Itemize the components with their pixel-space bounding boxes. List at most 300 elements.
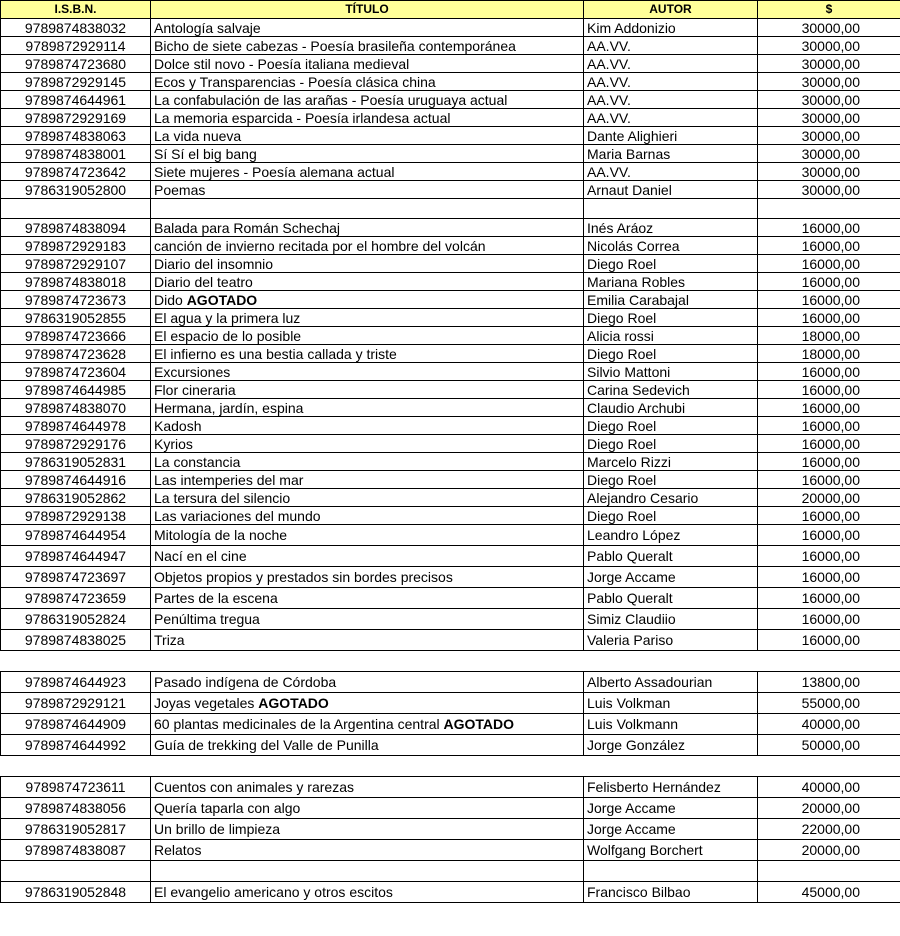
price-cell — [758, 327, 900, 345]
title-cell-text: Triza — [154, 632, 185, 648]
price-cell-text: 16000,00 — [801, 611, 860, 627]
spacer-cell — [1, 861, 151, 882]
price-cell — [758, 345, 900, 363]
agotado-badge: AGOTADO — [258, 695, 329, 711]
isbn-cell — [1, 363, 151, 381]
author-cell-text: Claudio Archubi — [587, 399, 686, 416]
table-row — [1, 291, 900, 309]
table-row — [1, 819, 900, 840]
spacer-row — [1, 651, 900, 672]
price-cell-text: 30000,00 — [801, 163, 860, 180]
isbn-cell-text: 9789872929114 — [25, 37, 126, 54]
author-cell-text: Jorge Accame — [587, 821, 676, 837]
isbn-cell-text: 9789874723604 — [24, 363, 127, 380]
title-cell — [151, 363, 584, 381]
spacer-cell — [758, 199, 900, 219]
isbn-cell — [1, 525, 151, 546]
isbn-cell — [1, 489, 151, 507]
title-cell — [151, 453, 584, 471]
price-cell-text: 16000,00 — [801, 219, 860, 236]
author-cell-text: AA.VV. — [587, 73, 631, 90]
title-cell-text: Guía de trekking del Valle de Punilla — [154, 737, 379, 753]
isbn-cell-text: 9786319052862 — [24, 489, 127, 506]
author-cell — [584, 840, 758, 861]
author-cell — [584, 546, 758, 567]
author-cell — [584, 291, 758, 309]
price-cell — [758, 609, 900, 630]
author-cell-text: AA.VV. — [587, 37, 631, 54]
table-row — [1, 840, 900, 861]
table-row — [1, 219, 900, 237]
table-row — [1, 714, 900, 735]
title-cell — [151, 327, 584, 345]
header-author: AUTOR — [584, 1, 758, 19]
table-row — [1, 735, 900, 756]
price-cell — [758, 525, 900, 546]
price-cell-text: 16000,00 — [801, 507, 860, 524]
isbn-cell — [1, 55, 151, 73]
author-cell — [584, 489, 758, 507]
title-cell-text: Excursiones — [154, 363, 231, 380]
author-cell-text: Jorge González — [587, 737, 686, 753]
author-cell-text: Francisco Bilbao — [587, 884, 691, 900]
price-cell-text: 30000,00 — [801, 55, 860, 72]
spacer-cell — [584, 861, 758, 882]
isbn-cell-text: 9789874723642 — [24, 163, 127, 180]
title-cell — [151, 399, 584, 417]
price-cell-text: 16000,00 — [801, 273, 860, 290]
author-cell-text: Valeria Pariso — [587, 632, 674, 648]
author-cell — [584, 127, 758, 145]
title-cell — [151, 672, 584, 693]
table-row — [1, 588, 900, 609]
price-cell-text: 30000,00 — [801, 19, 860, 36]
table-row — [1, 37, 900, 55]
title-cell — [151, 546, 584, 567]
title-cell — [151, 145, 584, 163]
author-cell — [584, 735, 758, 756]
title-cell-text: El espacio de lo posible — [154, 327, 302, 344]
author-cell-text: Jorge Accame — [587, 569, 676, 585]
price-cell — [758, 91, 900, 109]
title-cell-text: Diario del teatro — [154, 273, 253, 290]
price-cell — [758, 672, 900, 693]
title-cell — [151, 19, 584, 37]
price-cell-text: 50000,00 — [801, 737, 860, 753]
author-cell-text: Alejandro Cesario — [587, 489, 699, 506]
isbn-cell — [1, 127, 151, 145]
title-cell-text: Poemas — [154, 181, 206, 198]
author-cell-text: Arnaut Daniel — [587, 181, 672, 198]
author-cell — [584, 693, 758, 714]
price-cell — [758, 219, 900, 237]
author-cell — [584, 588, 758, 609]
title-cell-text: Kadosh — [154, 417, 202, 434]
author-cell-text: Inés Aráoz — [587, 219, 654, 236]
title-cell — [151, 840, 584, 861]
title-cell-text: Diario del insomnio — [154, 255, 274, 272]
price-cell-text: 30000,00 — [801, 109, 860, 126]
title-cell-text: Bicho de siete cabezas - Poesía brasileña contemporánea — [154, 37, 516, 54]
spacer-row — [1, 756, 900, 777]
price-cell — [758, 19, 900, 37]
author-cell-text: Kim Addonizio — [587, 19, 676, 36]
spacer-cell — [584, 756, 758, 777]
author-cell — [584, 435, 758, 453]
isbn-cell — [1, 507, 151, 525]
title-cell-text: Nací en el cine — [154, 548, 247, 564]
author-cell-text: Emilia Carabajal — [587, 291, 689, 308]
isbn-cell-text: 9786319052817 — [24, 821, 127, 837]
isbn-cell-text: 9789874644916 — [24, 471, 127, 488]
author-cell-text: AA.VV. — [587, 109, 631, 126]
title-cell-text: Las intemperies del mar — [154, 471, 304, 488]
isbn-cell — [1, 181, 151, 199]
title-cell — [151, 309, 584, 327]
isbn-cell — [1, 109, 151, 127]
price-cell-text: 16000,00 — [801, 527, 860, 543]
isbn-cell — [1, 567, 151, 588]
agotado-badge: AGOTADO — [186, 291, 258, 308]
isbn-cell — [1, 798, 151, 819]
author-cell-text: Dante Alighieri — [587, 127, 678, 144]
author-cell-text: Diego Roel — [587, 507, 657, 524]
isbn-cell-text: 9789874723673 — [24, 291, 127, 308]
isbn-cell — [1, 546, 151, 567]
title-cell — [151, 91, 584, 109]
author-cell-text: Luis Volkmann — [587, 716, 679, 732]
isbn-cell-text: 9786319052800 — [24, 181, 127, 198]
isbn-cell — [1, 882, 151, 903]
author-cell-text: Diego Roel — [587, 345, 657, 362]
price-cell-text: 20000,00 — [801, 489, 860, 506]
isbn-cell-text: 9786319052824 — [24, 611, 127, 627]
title-cell — [151, 882, 584, 903]
title-cell — [151, 381, 584, 399]
table-row — [1, 237, 900, 255]
author-cell — [584, 777, 758, 798]
table-row — [1, 507, 900, 525]
isbn-cell — [1, 672, 151, 693]
title-cell — [151, 345, 584, 363]
isbn-cell-text: 9789874838070 — [24, 399, 127, 416]
price-cell-text: 55000,00 — [801, 695, 860, 711]
author-cell-text: Simiz Claudiio — [587, 611, 676, 627]
author-cell-text: Nicolás Correa — [587, 237, 680, 254]
spacer-cell — [1, 756, 151, 777]
author-cell — [584, 273, 758, 291]
isbn-cell-text: 9789874644985 — [24, 381, 127, 398]
price-cell-text: 16000,00 — [801, 363, 860, 380]
title-cell — [151, 588, 584, 609]
author-cell — [584, 37, 758, 55]
table-row — [1, 273, 900, 291]
title-cell-text: Ecos y Transparencias - Poesía clásica china — [154, 73, 436, 90]
price-cell-text: 30000,00 — [801, 37, 860, 54]
isbn-cell-text: 9789874723659 — [24, 590, 127, 606]
author-cell-text: Diego Roel — [587, 417, 657, 434]
price-cell — [758, 453, 900, 471]
isbn-cell — [1, 381, 151, 399]
author-cell-text: Luis Volkman — [587, 695, 671, 711]
author-cell-text: AA.VV. — [587, 163, 631, 180]
table-row — [1, 435, 900, 453]
title-cell-text: La constancia — [154, 453, 241, 470]
table-row — [1, 609, 900, 630]
author-cell — [584, 399, 758, 417]
isbn-cell-text: 9786319052831 — [24, 453, 127, 470]
title-cell-text: Kyrios — [154, 435, 193, 452]
price-cell — [758, 127, 900, 145]
title-cell-text: El infierno es una bestia callada y triste — [154, 345, 397, 362]
isbn-cell-text: 9789872929145 — [24, 73, 127, 90]
table-row — [1, 363, 900, 381]
title-cell — [151, 435, 584, 453]
price-cell — [758, 145, 900, 163]
author-cell — [584, 237, 758, 255]
author-cell — [584, 609, 758, 630]
price-cell-text: 16000,00 — [801, 399, 860, 416]
spacer-cell — [151, 651, 584, 672]
spacer-row — [1, 199, 900, 219]
title-cell — [151, 819, 584, 840]
author-cell-text: AA.VV. — [587, 55, 631, 72]
table-row — [1, 309, 900, 327]
price-cell — [758, 163, 900, 181]
author-cell — [584, 91, 758, 109]
title-cell-text: La memoria esparcida - Poesía irlandesa actual — [154, 109, 451, 126]
table-row — [1, 693, 900, 714]
isbn-cell — [1, 327, 151, 345]
isbn-cell-text: 9789874644992 — [24, 737, 127, 753]
table-row — [1, 109, 900, 127]
price-cell-text: 30000,00 — [801, 181, 860, 198]
table-row — [1, 55, 900, 73]
title-cell-text: Flor cineraria — [154, 381, 236, 398]
title-cell — [151, 219, 584, 237]
author-cell — [584, 73, 758, 91]
title-cell-text: Relatos — [154, 842, 202, 858]
author-cell — [584, 219, 758, 237]
isbn-cell — [1, 345, 151, 363]
title-cell-text: Hermana, jardín, espina — [154, 399, 304, 416]
table-row — [1, 327, 900, 345]
isbn-cell-text: 9789872929138 — [24, 507, 127, 524]
spacer-cell — [584, 199, 758, 219]
spacer-cell — [1, 651, 151, 672]
table-row — [1, 127, 900, 145]
isbn-cell — [1, 399, 151, 417]
header-row — [1, 1, 900, 19]
isbn-cell — [1, 255, 151, 273]
table-row — [1, 91, 900, 109]
price-cell-text: 30000,00 — [801, 91, 860, 108]
price-cell — [758, 37, 900, 55]
price-cell-text: 16000,00 — [801, 548, 860, 564]
author-cell — [584, 567, 758, 588]
author-cell — [584, 672, 758, 693]
price-cell-text: 30000,00 — [801, 127, 860, 144]
author-cell — [584, 714, 758, 735]
isbn-cell — [1, 91, 151, 109]
spacer-cell — [1, 199, 151, 219]
price-cell — [758, 109, 900, 127]
price-cell-text: 16000,00 — [801, 569, 860, 585]
price-cell — [758, 489, 900, 507]
title-cell-text: El evangelio americano y otros escitos — [154, 884, 393, 900]
isbn-cell-text: 9789874723666 — [24, 327, 127, 344]
author-cell-text: Pablo Queralt — [587, 590, 673, 606]
isbn-cell-text: 9789874723628 — [24, 345, 127, 362]
price-cell — [758, 435, 900, 453]
title-cell-text: Mitología de la noche — [154, 527, 288, 543]
isbn-cell — [1, 19, 151, 37]
spacer-cell — [758, 756, 900, 777]
author-cell — [584, 327, 758, 345]
agotado-badge: AGOTADO — [443, 716, 515, 732]
price-cell-text: 30000,00 — [801, 73, 860, 90]
price-cell-text: 18000,00 — [801, 327, 860, 344]
isbn-cell — [1, 735, 151, 756]
author-cell-text: Leandro López — [587, 527, 681, 543]
price-cell-text: 20000,00 — [801, 842, 860, 858]
isbn-cell-text: 9789874644978 — [24, 417, 127, 434]
price-cell-text: 16000,00 — [801, 417, 860, 434]
isbn-cell-text: 9789874838087 — [24, 842, 127, 858]
header-price: $ — [758, 1, 900, 19]
title-cell — [151, 73, 584, 91]
isbn-cell — [1, 237, 151, 255]
author-cell — [584, 630, 758, 651]
table-row — [1, 453, 900, 471]
price-cell — [758, 181, 900, 199]
isbn-cell — [1, 309, 151, 327]
isbn-cell-text: 9789872929121 — [24, 695, 127, 711]
price-cell — [758, 255, 900, 273]
price-cell — [758, 363, 900, 381]
isbn-cell-text: 9786319052848 — [24, 884, 127, 900]
author-cell — [584, 525, 758, 546]
isbn-cell — [1, 273, 151, 291]
isbn-cell-text: 9789874723697 — [24, 569, 127, 585]
isbn-cell — [1, 693, 151, 714]
author-cell — [584, 819, 758, 840]
title-cell-text: canción de invierno recitada por el hombre del volcán — [154, 237, 486, 254]
table-row — [1, 381, 900, 399]
author-cell — [584, 381, 758, 399]
title-cell — [151, 37, 584, 55]
table-row — [1, 882, 900, 903]
isbn-cell — [1, 777, 151, 798]
price-cell-text: 16000,00 — [801, 471, 860, 488]
spacer-cell — [758, 861, 900, 882]
isbn-cell-text: 9789874838032 — [24, 19, 127, 36]
title-cell-text: Sí Sí el big bang — [154, 145, 257, 162]
price-cell-text: 16000,00 — [801, 632, 860, 648]
author-cell — [584, 507, 758, 525]
price-cell — [758, 630, 900, 651]
price-cell — [758, 73, 900, 91]
isbn-cell-text: 9789874838025 — [24, 632, 127, 648]
author-cell-text: Diego Roel — [587, 435, 657, 452]
author-cell — [584, 453, 758, 471]
title-cell — [151, 630, 584, 651]
author-cell — [584, 345, 758, 363]
title-cell — [151, 714, 584, 735]
table-row — [1, 145, 900, 163]
spacer-cell — [151, 861, 584, 882]
isbn-cell-text: 9789874723680 — [24, 55, 127, 72]
price-cell — [758, 55, 900, 73]
table-row — [1, 546, 900, 567]
table-row — [1, 73, 900, 91]
author-cell-text: Diego Roel — [587, 471, 657, 488]
price-cell — [758, 819, 900, 840]
title-cell-text: Dolce stil novo - Poesía italiana medieval — [154, 55, 410, 72]
table-row — [1, 163, 900, 181]
price-cell-text: 45000,00 — [801, 884, 860, 900]
isbn-cell-text: 9789872929183 — [24, 237, 127, 254]
spacer-cell — [151, 199, 584, 219]
table-row — [1, 471, 900, 489]
price-cell-text: 16000,00 — [801, 255, 860, 272]
price-cell — [758, 237, 900, 255]
table-row — [1, 777, 900, 798]
price-cell-text: 13800,00 — [801, 674, 860, 690]
price-cell — [758, 291, 900, 309]
author-cell-text: Marcelo Rizzi — [587, 453, 672, 470]
title-cell-text: Penúltima tregua — [154, 611, 260, 627]
title-cell — [151, 273, 584, 291]
isbn-cell — [1, 471, 151, 489]
title-cell-text: Las variaciones del mundo — [154, 507, 321, 524]
isbn-cell — [1, 291, 151, 309]
table-row — [1, 630, 900, 651]
isbn-cell — [1, 37, 151, 55]
table-row — [1, 567, 900, 588]
price-cell — [758, 693, 900, 714]
table-row — [1, 798, 900, 819]
title-cell-text: Antología salvaje — [154, 19, 261, 36]
isbn-cell-text: 9789874838063 — [24, 127, 127, 144]
isbn-cell-text: 9789874644923 — [24, 674, 127, 690]
isbn-cell — [1, 163, 151, 181]
title-cell — [151, 735, 584, 756]
price-cell — [758, 714, 900, 735]
price-cell-text: 16000,00 — [801, 435, 860, 452]
author-cell-text: Jorge Accame — [587, 800, 676, 816]
title-cell — [151, 237, 584, 255]
title-cell — [151, 471, 584, 489]
title-cell — [151, 163, 584, 181]
title-cell — [151, 693, 584, 714]
price-cell-text: 20000,00 — [801, 800, 860, 816]
price-cell — [758, 798, 900, 819]
author-cell — [584, 19, 758, 37]
author-cell — [584, 163, 758, 181]
table-row — [1, 417, 900, 435]
price-cell — [758, 309, 900, 327]
title-cell — [151, 181, 584, 199]
title-cell — [151, 525, 584, 546]
price-cell — [758, 735, 900, 756]
price-cell-text: 40000,00 — [801, 779, 860, 795]
title-cell — [151, 777, 584, 798]
author-cell-text: Alberto Assadourian — [587, 674, 713, 690]
isbn-cell — [1, 145, 151, 163]
price-cell — [758, 273, 900, 291]
author-cell — [584, 417, 758, 435]
